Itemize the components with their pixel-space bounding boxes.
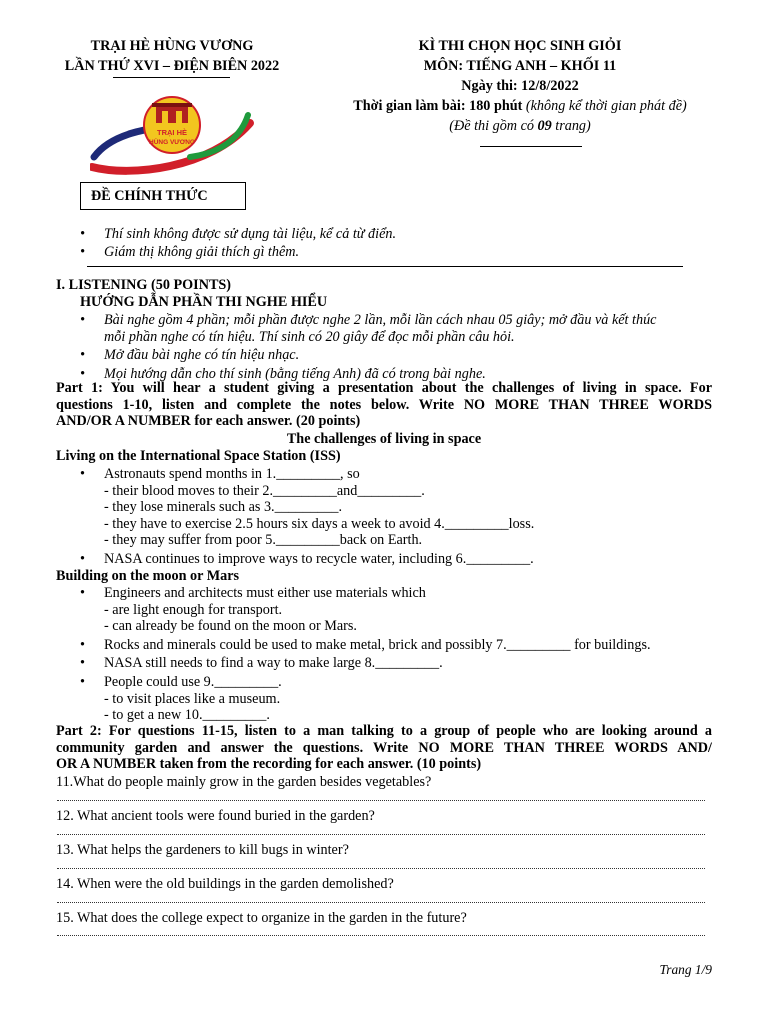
listening-guide: [80, 312, 720, 382]
exam-rules: [80, 225, 680, 261]
exam-page-count: (Đề thi gồm có 09 trang): [449, 118, 591, 134]
section-title: I. LISTENING (50 POINTS): [56, 277, 232, 293]
guide-item: • Mọi hướng dẫn cho thí sinh (bằng tiếng Anh) đã có trong bài nghe.: [80, 366, 720, 383]
note-item-5: - they may suffer from poor 5._________back on Earth.: [104, 532, 423, 549]
iss-notes: [80, 466, 720, 568]
event-logo: [90, 95, 255, 175]
answer-line-11[interactable]: [57, 800, 705, 801]
exam-title: KÌ THI CHỌN HỌC SINH GIỎI: [418, 38, 622, 54]
note-item: - to visit places like a museum.: [104, 690, 281, 707]
rule-item: • Thí sinh không được sử dụng tài liệu, kể cả từ điển.: [80, 225, 680, 243]
logo-text-2: HÙNG VƯƠNG: [149, 139, 195, 146]
note-item: • Engineers and architects must either use materials which: [80, 585, 730, 602]
header-divider: [87, 266, 683, 267]
note-item: - can already be found on the moon or Mars.: [104, 618, 357, 635]
note-item-7: • Rocks and minerals could be used to make metal, brick and possibly 7._________ for buildings.: [80, 637, 730, 654]
event-edition: LẦN THỨ XVI – ĐIỆN BIÊN 2022: [64, 58, 280, 74]
note-item-10: - to get a new 10._________.: [104, 707, 270, 724]
moon-notes: [80, 585, 730, 724]
exam-duration: Thời gian làm bài: 180 phút (không kể thời gian phát đề): [353, 98, 687, 114]
question-11: 11.What do people mainly grow in the garden besides vegetables?: [56, 774, 432, 790]
note-item-6: • NASA continues to improve ways to recycle water, including 6._________.: [80, 551, 720, 568]
header-right: [300, 36, 740, 136]
guide-item: • Mở đầu bài nghe có tín hiệu nhạc.: [80, 347, 720, 364]
part2-instructions: Part 2: For questions 11-15, listen to a man talking to a group of people who are looking around a community garden and answer the questions. Write NO MORE THAN THREE WORDS AND/ OR A NUMBER taken from the recording for each answer. (10 points): [56, 723, 712, 773]
question-13: 13. What helps the gardeners to kill bugs in winter?: [56, 842, 349, 858]
official-label: ĐỀ CHÍNH THỨC: [91, 188, 208, 204]
question-12: 12. What ancient tools were found buried in the garden?: [56, 808, 375, 824]
official-label-box: [80, 182, 246, 210]
guide-item-cont: mỗi phần nghe có tín hiệu. Thí sinh có 20 giây để đọc mỗi phần câu hỏi.: [104, 328, 515, 345]
note-item-1: • Astronauts spend months in 1._________, so: [80, 466, 720, 483]
note-item-9: • People could use 9._________.: [80, 674, 730, 691]
note-item-2: - their blood moves to their 2._________and_________.: [104, 482, 425, 499]
answer-line-12[interactable]: [57, 834, 705, 835]
answer-line-14[interactable]: [57, 902, 705, 903]
header-right-underline: [480, 146, 582, 147]
guide-title: HƯỚNG DẪN PHẦN THI NGHE HIỂU: [80, 294, 328, 310]
rule-item: • Giám thị không giải thích gì thêm.: [80, 243, 680, 261]
note-item-4: - they have to exercise 2.5 hours six days a week to avoid 4._________loss.: [104, 515, 535, 532]
moon-subheading: Building on the moon or Mars: [56, 568, 240, 584]
iss-subheading: Living on the International Space Station (ISS): [56, 448, 341, 464]
answer-line-13[interactable]: [57, 868, 705, 869]
part1-instructions: Part 1: You will hear a student giving a presentation about the challenges of living in space. For questions 1-10, listen and complete the notes below. Write NO MORE THAN THREE WORDS AND/OR A NUMBER for each answer. (20 points): [56, 380, 712, 430]
answer-line-15[interactable]: [57, 935, 705, 936]
note-item-3: - they lose minerals such as 3._________.: [104, 499, 342, 516]
page-number: Trang 1/9: [659, 962, 712, 977]
exam-subject: MÔN: TIẾNG ANH – KHỐI 11: [423, 58, 617, 74]
logo-text-1: TRẠI HÈ: [157, 128, 187, 137]
question-14: 14. When were the old buildings in the garden demolished?: [56, 876, 394, 892]
header-left-underline: [113, 77, 230, 78]
guide-item: • Bài nghe gồm 4 phần; mỗi phần được nghe 2 lần, mỗi lần cách nhau 05 giây; mở đầu và kết thúc: [80, 312, 720, 329]
organizer-name: TRẠI HÈ HÙNG VƯƠNG: [90, 38, 254, 54]
question-15: 15. What does the college expect to organize in the garden in the future?: [56, 910, 467, 926]
exam-date: Ngày thi: 12/8/2022: [461, 78, 579, 94]
header-left: [30, 36, 314, 76]
notes-title: The challenges of living in space: [286, 431, 482, 447]
note-item-8: • NASA still needs to find a way to make large 8._________.: [80, 655, 730, 672]
note-item: - are light enough for transport.: [104, 601, 283, 618]
